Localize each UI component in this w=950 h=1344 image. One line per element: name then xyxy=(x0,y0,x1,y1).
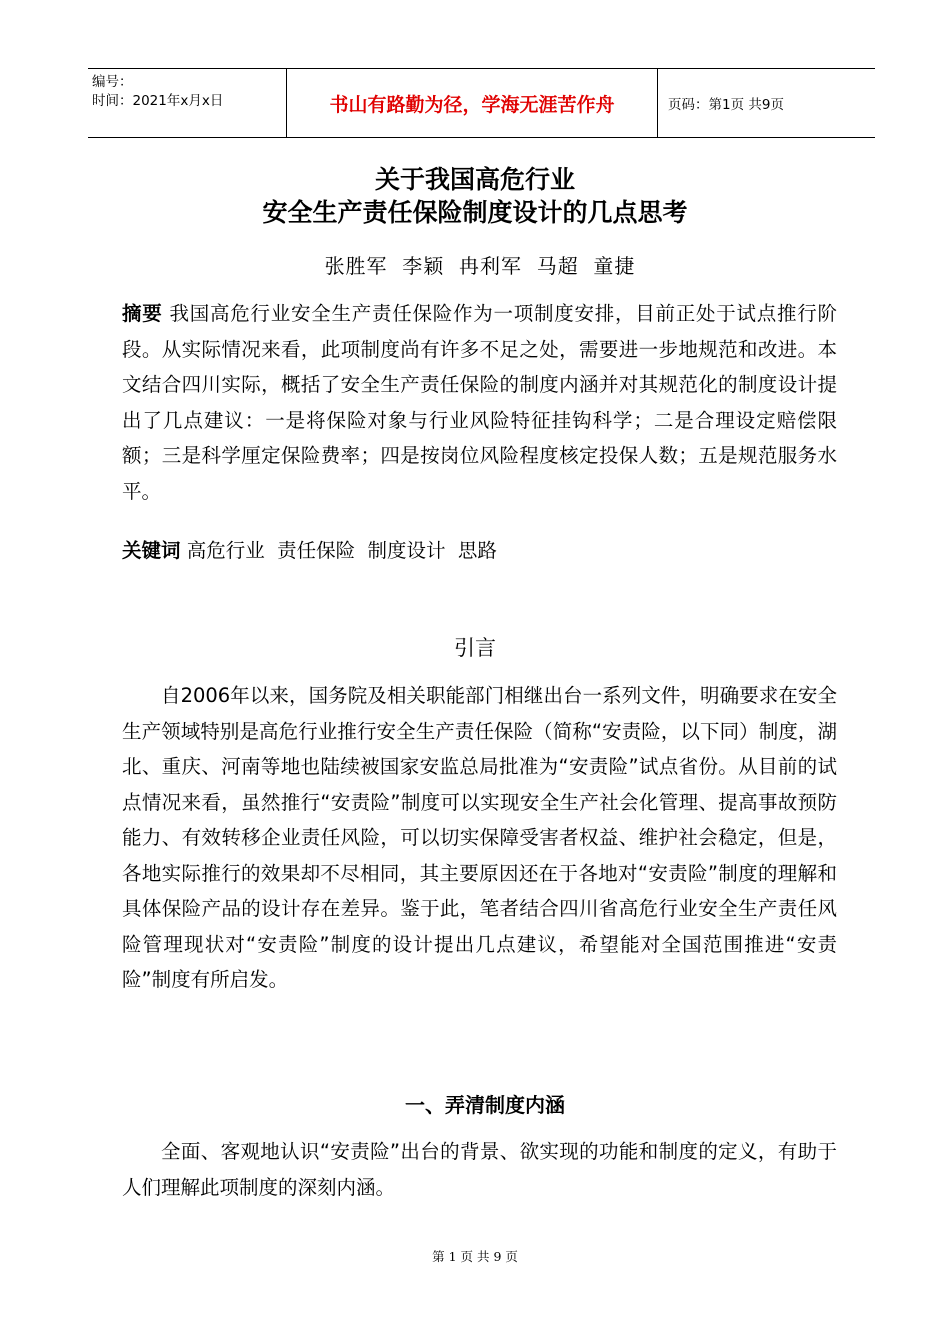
authors: 张胜军 李颖 冉利军 马超 童捷 xyxy=(324,254,636,278)
section-1-heading: 一、弄清制度内涵 xyxy=(405,1093,565,1117)
page-footer: 第 1 页 共 9 页 xyxy=(432,1249,518,1264)
keywords-label: 关键词 xyxy=(122,539,181,562)
title-line-1: 关于我国高危行业 xyxy=(374,165,575,194)
intro-heading: 引言 xyxy=(454,636,496,660)
intro-paragraph: 自2006年以来，国务院及相关职能部门相继出台一系列文件，明确要求在安全生产领域特别是高危行业推行安全生产责任保险（简称“安责险，以下同）制度，湖北、重庆、河南等地也陆续被国家安监总局批准为“安责险”试点省份。从目前的试点情况来看，虽然推行“安责险”制度可以实现安全生产社会化管理、提高事故预防能力、有效转移企业责任风险，可以切实保障受害者权益、维护社会稳定，但是，各地实际推行的效果却不尽相同，其主要原因还在于各地对“安责险”制度的理解和具体保险产品的设计存在差异。鉴于此，笔者结合四川省高危行业安全生产责任风险管理现状对“安责险”制度的设计提出几点建议，希望能对全国范围推进“安责险”制度有所启发。 xyxy=(122,684,837,991)
header-meta xyxy=(88,69,286,137)
abstract-text: 我国高危行业安全生产责任保险作为一项制度安排，目前正处于试点推行阶段。从实际情况来看，此项制度尚有许多不足之处，需要进一步地规范和改进。本文结合四川实际，概括了安全生产责任保险的制度内涵并对其规范化的制度设计提出了几点建议：一是将保险对象与行业风险特征挂钩科学；二是合理设定赔偿限额；三是科学厘定保险费率；四是按岗位风险程度核定投保人数；五是规范服务水平。 xyxy=(122,302,837,503)
abstract-label: 摘要 xyxy=(122,302,163,325)
header-motto-cell xyxy=(286,69,658,137)
keywords-text: 高危行业 责任保险 制度设计 思路 xyxy=(180,539,497,562)
header-motto: 书山有路勤为径，学海无涯苦作舟 xyxy=(329,93,615,116)
header-page-info: 页码：第1页 共9页 xyxy=(668,97,784,113)
title-line-2: 安全生产责任保险制度设计的几点思考 xyxy=(262,198,688,227)
document-time-label: 时间：2021年x月x日 xyxy=(92,93,224,109)
document-number-label: 编号： xyxy=(92,74,133,90)
keywords xyxy=(122,536,497,566)
page-header xyxy=(88,68,875,138)
abstract xyxy=(122,296,837,509)
section-1-paragraph: 全面、客观地认识“安责险”出台的背景、欲实现的功能和制度的定义，有助于人们理解此项制度的深刻内涵。 xyxy=(122,1140,837,1199)
